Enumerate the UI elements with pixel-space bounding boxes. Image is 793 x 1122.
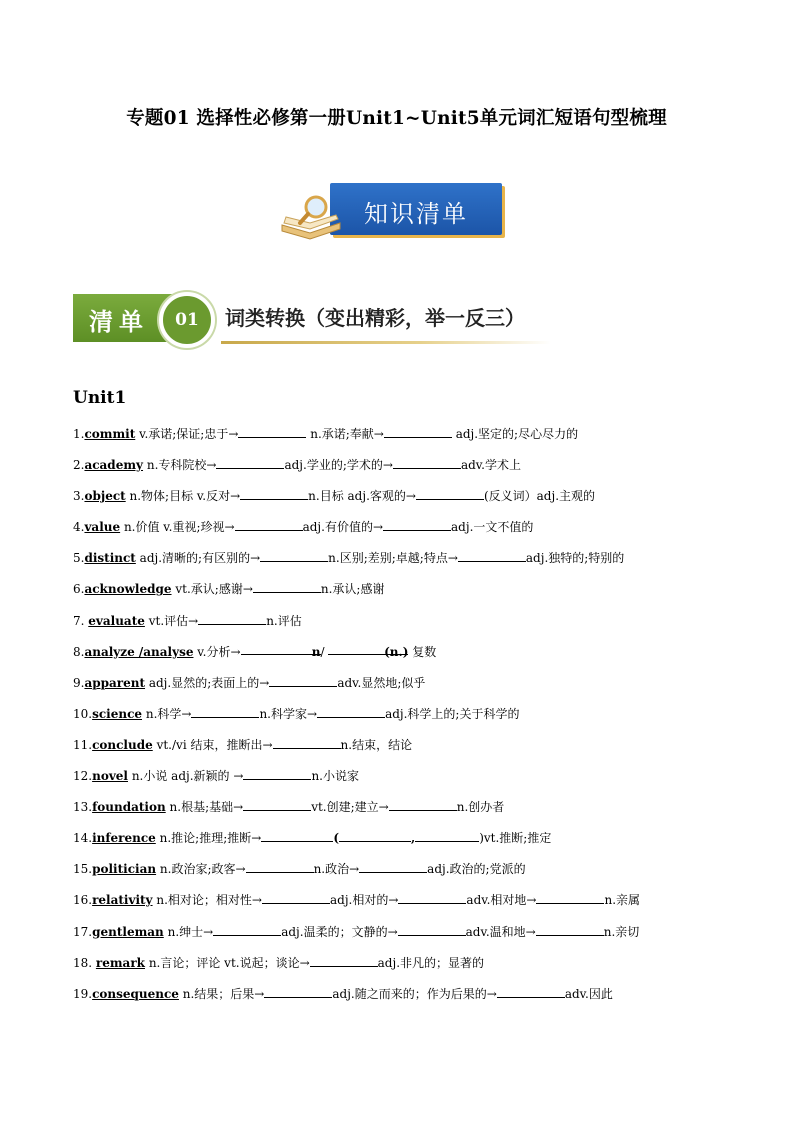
definition-text: adj.坚定的;尽心尽力的 [451, 427, 579, 441]
answer-blank[interactable] [393, 456, 461, 469]
item-number: 9. [73, 675, 85, 690]
answer-blank[interactable] [269, 674, 337, 687]
definition-text: adj.学业的;学术的→ [284, 458, 393, 473]
definition-text: v.分析→ [197, 644, 241, 659]
answer-blank[interactable] [497, 985, 565, 998]
definition-text: (反义词）adj.主观的 [483, 489, 596, 504]
answer-blank[interactable] [398, 923, 466, 936]
definition-text: 复数 [408, 644, 437, 659]
vocab-item [73, 673, 713, 704]
item-number: 16. [73, 893, 93, 908]
vocab-item [73, 517, 713, 548]
headword: conclude [92, 737, 153, 752]
answer-blank[interactable] [415, 829, 479, 842]
definition-text: adj.有价值的→ [302, 520, 384, 535]
item-number: 2. [73, 458, 85, 473]
answer-blank[interactable] [213, 923, 281, 936]
definition-text: )vt.推断;推定 [479, 831, 552, 846]
answer-blank[interactable] [328, 642, 409, 659]
item-number: 8. [73, 644, 85, 659]
vocab-item [73, 735, 713, 766]
knowledge-list-badge [278, 181, 506, 243]
page-title: 专题01 选择性必修第一册Unit1~Unit5单元词汇短语句型梳理 [126, 108, 667, 129]
headword: object [84, 489, 126, 504]
item-number: 3. [73, 489, 85, 504]
headword: foundation [92, 800, 166, 815]
headword: acknowledge [84, 582, 172, 597]
definition-text: n.科学家→ [259, 706, 318, 721]
definition-text: n.创办者 [456, 800, 505, 815]
definition-text: adj.显然的;表面上的→ [148, 675, 270, 690]
section-header [73, 292, 553, 348]
item-number: 10. [73, 706, 93, 721]
answer-blank[interactable] [243, 798, 311, 811]
answer-blank[interactable] [241, 642, 321, 659]
vocab-item [73, 766, 713, 797]
item-number: 4. [73, 520, 85, 535]
answer-blank[interactable] [264, 985, 332, 998]
headword: science [92, 706, 143, 721]
definition-text: adv.相对地→ [466, 893, 537, 908]
paren-open: ( [333, 831, 339, 846]
headword: apparent [84, 675, 146, 690]
vocab-item [73, 922, 713, 953]
item-number: 17. [73, 924, 93, 939]
headword: politician [92, 862, 157, 877]
item-number: 1. [73, 427, 85, 441]
definition-text: adj.温柔的；文静的→ [281, 924, 398, 939]
vocab-item [73, 579, 713, 610]
definition-text: n.目标 adj.客观的→ [308, 489, 416, 504]
vocab-item [73, 828, 713, 859]
item-number: 7. [73, 613, 89, 628]
item-number: 19. [73, 986, 93, 1001]
answer-blank[interactable] [339, 829, 411, 842]
definition-text: n.政治→ [313, 862, 360, 877]
answer-blank[interactable] [262, 891, 330, 904]
noun-label: n [311, 644, 321, 659]
item-number: 12. [73, 769, 93, 784]
headword: academy [84, 458, 144, 473]
definition-text: n.推论;推理;推断→ [159, 831, 262, 846]
answer-blank[interactable] [359, 860, 427, 873]
answer-blank[interactable] [191, 705, 259, 718]
definition-text: n.小说家 [311, 769, 359, 784]
definition-text: vt.创建;建立→ [311, 800, 389, 815]
headword: novel [92, 769, 128, 784]
definition-text: n.根基;基础→ [169, 800, 244, 815]
unit-heading: Unit1 [73, 388, 127, 408]
definition-text: n.亲属 [604, 893, 641, 908]
answer-blank[interactable] [240, 487, 308, 500]
vocab-list [73, 424, 713, 1015]
definition-text: n.区别;差别;卓越;特点→ [328, 551, 458, 566]
comma: , [411, 831, 416, 846]
vocab-item [73, 704, 713, 735]
answer-blank[interactable] [310, 954, 378, 967]
section-number: 01 [159, 292, 215, 348]
answer-blank[interactable] [243, 767, 311, 780]
definition-text: adv.学术上 [460, 458, 521, 473]
definition-text: n.结束，结论 [340, 737, 413, 752]
definition-text: n.结果；后果→ [182, 986, 265, 1001]
answer-blank[interactable] [383, 518, 451, 531]
headword: relativity [92, 893, 153, 908]
definition-text: n.价值 v.重视;珍视→ [123, 520, 235, 535]
answer-blank[interactable] [246, 860, 314, 873]
definition-text: adj.政治的;党派的 [427, 862, 526, 877]
headword: commit [84, 427, 136, 441]
definition-text: vt.承认;感谢→ [175, 582, 253, 597]
vocab-item [73, 611, 713, 642]
answer-blank[interactable] [235, 518, 303, 531]
definition-text: n.承诺;奉献→ [306, 427, 384, 441]
vocab-item [73, 548, 713, 579]
definition-text: n.小说 adj.新颖的 → [131, 769, 244, 784]
definition-text: n.言论；评论 vt.说起；谈论→ [148, 955, 310, 970]
badge-text: 知识清单 [364, 200, 468, 228]
badge-bar [330, 183, 502, 235]
definition-text: n.科学→ [145, 706, 192, 721]
section-tag-text: 清单 [89, 308, 149, 336]
definition-text: n.政治家;政客→ [159, 862, 246, 877]
vocab-item [73, 424, 713, 455]
definition-text: adj.科学上的;关于科学的 [385, 706, 520, 721]
definition-text: vt./vi 结束，推断出→ [156, 737, 273, 752]
answer-blank[interactable] [198, 612, 266, 625]
definition-text: n.评估 [266, 613, 302, 628]
definition-text: v.承诺;保证;忠于→ [139, 427, 239, 441]
section-heading: 词类转换（变出精彩，举一反三） [225, 306, 525, 330]
headword: remark [95, 955, 145, 970]
headword: evaluate [88, 613, 145, 628]
headword: analyze /analyse [84, 644, 194, 659]
vocab-item [73, 890, 713, 921]
answer-blank[interactable] [536, 923, 604, 936]
vocab-item [73, 953, 713, 984]
vocab-item [73, 642, 713, 673]
answer-blank[interactable] [536, 891, 604, 904]
item-number: 13. [73, 800, 93, 815]
definition-text: adj.非凡的；显著的 [377, 955, 485, 970]
item-number: 18. [73, 955, 96, 970]
definition-text: adv.显然地;似乎 [337, 675, 426, 690]
headword: gentleman [92, 924, 164, 939]
definition-text: n.绅士→ [167, 924, 214, 939]
definition-text: n.亲切 [603, 924, 640, 939]
definition-text: n.物体;目标 v.反对→ [129, 489, 241, 504]
item-number: 5. [73, 551, 85, 566]
headword: consequence [92, 986, 179, 1001]
answer-blank[interactable] [261, 829, 333, 842]
definition-text: adj.随之而来的；作为后果的→ [332, 986, 497, 1001]
answer-blank[interactable] [253, 580, 321, 593]
vocab-item [73, 486, 713, 517]
answer-blank[interactable] [317, 705, 385, 718]
answer-blank[interactable] [398, 891, 466, 904]
definition-text: n.专科院校→ [146, 458, 217, 473]
answer-blank[interactable] [458, 549, 526, 562]
definition-text: / [320, 644, 329, 659]
answer-blank[interactable] [216, 456, 284, 469]
definition-text: vt.评估→ [148, 613, 199, 628]
item-number: 6. [73, 582, 85, 597]
section-tag [73, 294, 173, 342]
answer-blank[interactable] [389, 798, 457, 811]
headword: distinct [84, 551, 136, 566]
definition-text: adv.因此 [564, 986, 613, 1001]
definition-text: n.相对论；相对性→ [156, 893, 262, 908]
definition-text: adj.独特的;特别的 [525, 551, 625, 566]
answer-blank[interactable] [416, 487, 484, 500]
definition-text: adv.温和地→ [465, 924, 536, 939]
plural-label: (n.) [384, 644, 409, 659]
vocab-item [73, 455, 713, 486]
answer-blank[interactable] [238, 425, 306, 438]
definition-text: adj.一文不值的 [451, 520, 534, 535]
vocab-item [73, 859, 713, 890]
answer-blank[interactable] [384, 425, 452, 438]
item-number: 14. [73, 831, 93, 846]
item-number: 15. [73, 862, 93, 877]
section-underline [221, 341, 551, 344]
headword: inference [92, 831, 156, 846]
vocab-item [73, 984, 713, 1015]
answer-blank[interactable] [273, 736, 341, 749]
vocab-item [73, 797, 713, 828]
definition-text: n.承认;感谢 [320, 582, 385, 597]
definition-text: adj.清晰的;有区别的→ [139, 551, 261, 566]
definition-text: adj.相对的→ [329, 893, 399, 908]
book-magnifier-icon [278, 195, 348, 241]
answer-blank[interactable] [260, 549, 328, 562]
item-number: 11. [73, 737, 93, 752]
headword: value [84, 520, 121, 535]
